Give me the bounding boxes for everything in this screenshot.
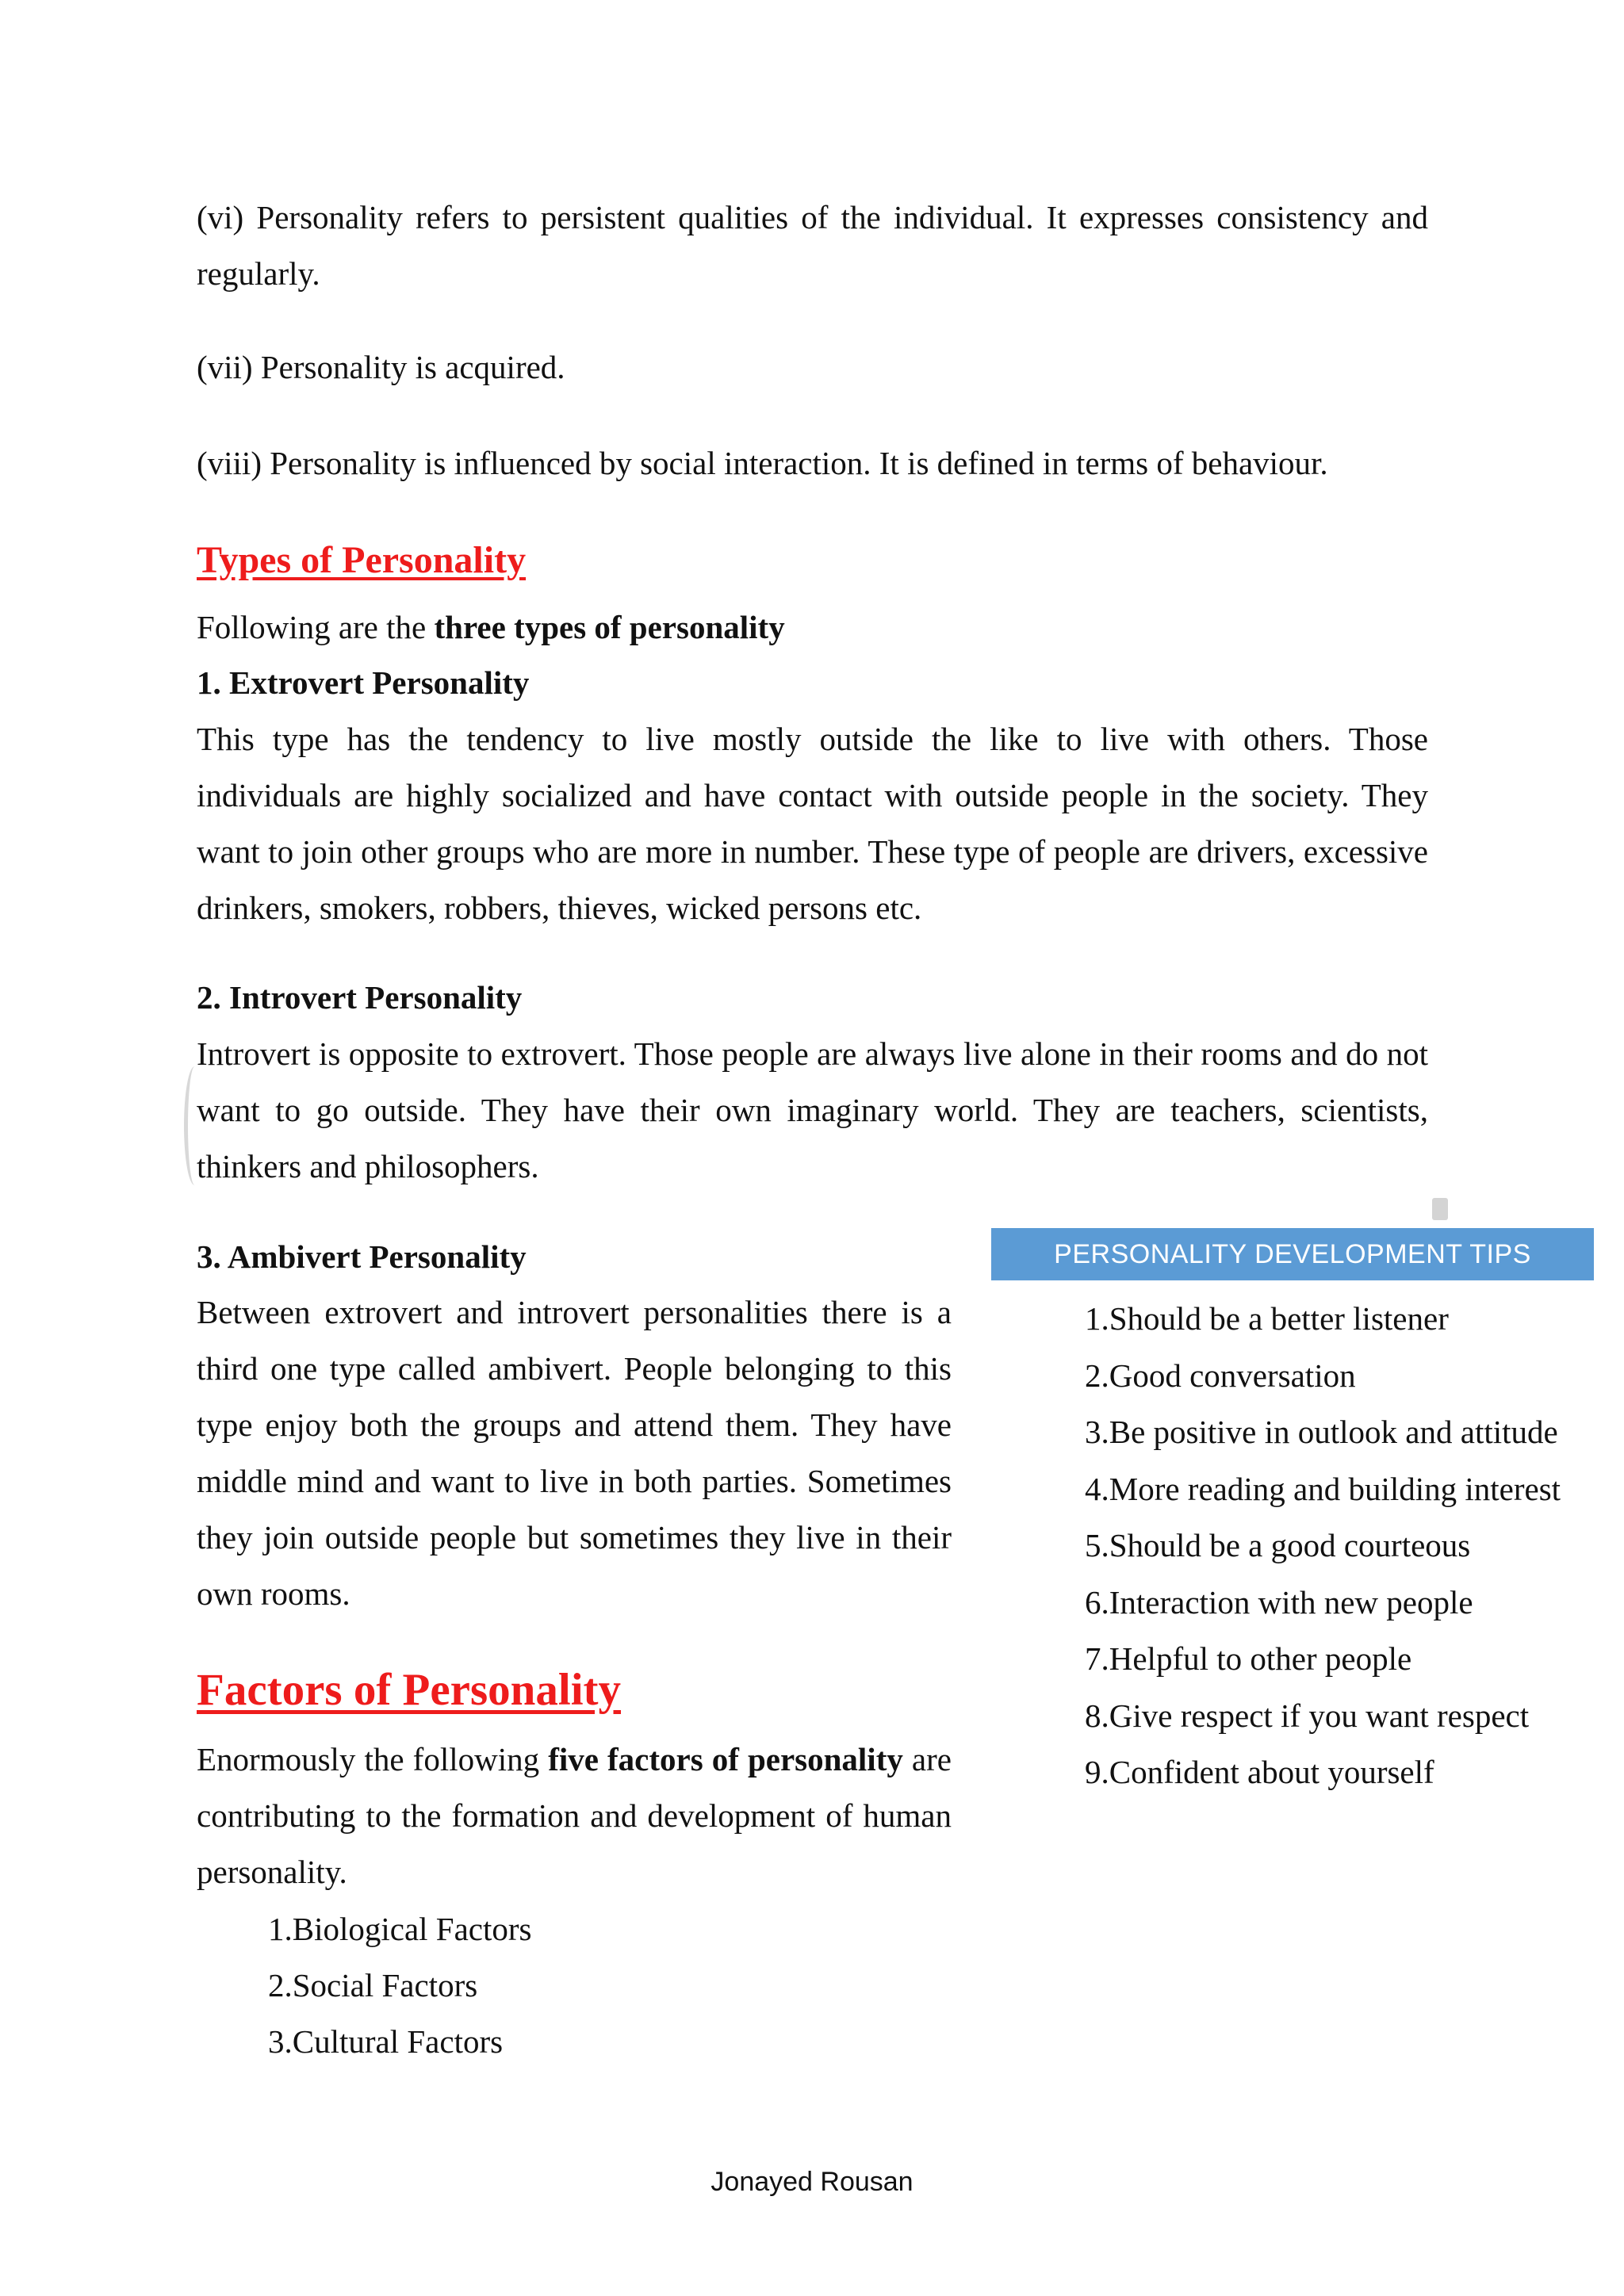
decorative-square-mark [1432,1198,1448,1220]
extrovert-title: 1. Extrovert Personality [197,664,530,701]
tip-item: 1.Should be a better listener [1085,1300,1449,1337]
factors-heading: Factors of Personality [197,1665,622,1715]
tip-item: 6.Interaction with new people [1085,1583,1473,1621]
decorative-bracket-mark [184,1066,205,1185]
tip-item: 9.Confident about yourself [1085,1754,1434,1790]
factor-item: 2.Social Factors [268,1967,478,2003]
tip-item: 2.Good conversation [1085,1357,1356,1394]
factors-intro-suffix: are contributing to the formation and development of human personality. [197,1741,952,1890]
introvert-text: Introvert is opposite to extrovert. Those people are always live alone in their rooms and do not want to go outside. They have their own imaginary world. They are teachers, scientists, thinkers and philosophers. [197,1035,1428,1184]
tip-item: 3.Be positive in outlook and attitude [1085,1414,1558,1450]
factors-intro-bold: five factors of personality [548,1741,903,1777]
factor-item: 1.Biological Factors [268,1911,532,1947]
tip-item: 4.More reading and building interest [1085,1470,1561,1507]
tip-item: 5.Should be a good courteous [1085,1527,1471,1563]
factors-list [268,1901,532,2070]
introvert-title: 2. Introvert Personality [197,979,523,1016]
extrovert-text: This type has the tendency to live mostly outside the like to live with others. Those individuals are highly socialized and have contact with outside people in the society. They want to join other groups who are more in number. These type of people are drivers, excessive drinkers, smokers, robbers, thieves, wicked persons etc. [197,721,1428,926]
types-intro [197,599,1428,656]
types-heading: Types of Personality [197,539,527,581]
factors-intro-prefix: Enormously the following [197,1741,549,1777]
ambivert-text: Between extrovert and introvert personalities there is a third one type called ambivert. People belonging to this type enjoy both the groups and attend them. They have middle mind and want to live in both parties. Sometimes they join outside people but sometimes they live in their own rooms. [197,1294,952,1612]
factors-intro [197,1732,952,1900]
ambivert-title: 3. Ambivert Personality [197,1238,527,1275]
factor-item: 3.Cultural Factors [268,2023,504,2060]
tip-item: 7.Helpful to other people [1085,1640,1412,1677]
point-vii: (vii) Personality is acquired. [197,349,565,385]
types-intro-prefix: Following are the [197,609,435,645]
point-vi: (vi) Personality refers to persistent qualities of the individual. It expresses consistency and regularly. [197,199,1428,292]
tip-item: 8.Give respect if you want respect [1085,1697,1530,1734]
tips-list [1085,1291,1561,1801]
point-viii: (viii) Personality is influenced by social interaction. It is defined in terms of behaviour. [197,445,1328,481]
page-footer-author: Jonayed Rousan [710,2167,914,2197]
tips-header: PERSONALITY DEVELOPMENT TIPS [991,1228,1594,1280]
types-intro-bold: three types of personality [434,609,785,645]
